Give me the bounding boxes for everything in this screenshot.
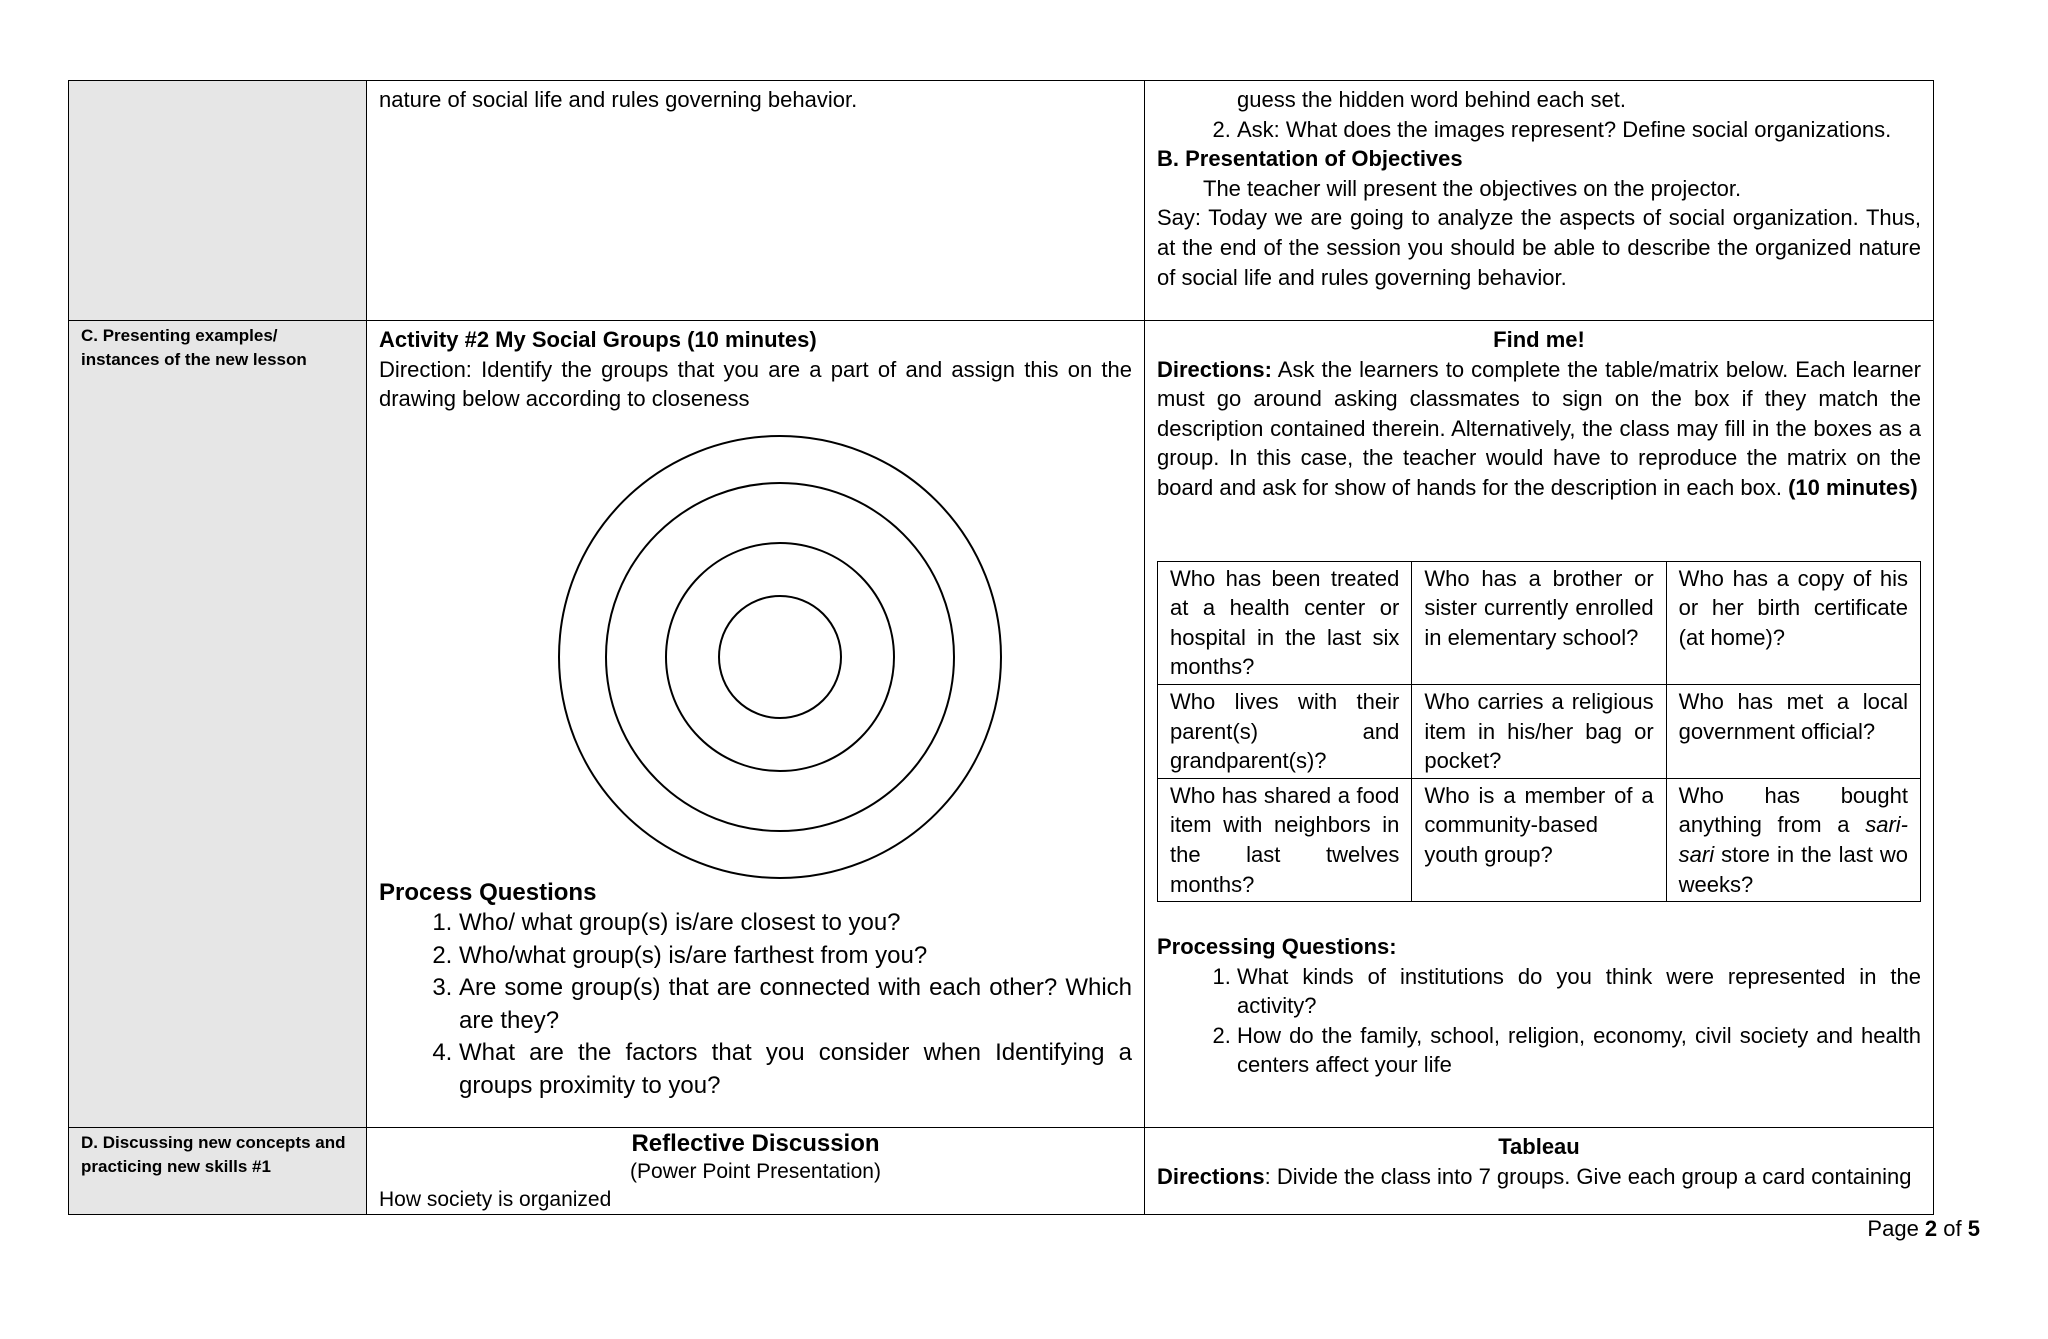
motivation-list: [1157, 115, 1921, 145]
processing-question: 2. How do the family, school, religion, economy, civil society and health centers affect your life: [1237, 1021, 1921, 1080]
motivation-item: 2. Ask: What does the images represent? Define social organizations.: [1237, 115, 1921, 145]
circle-ring-2: [666, 543, 894, 771]
process-questions-list: [379, 907, 1132, 1102]
row1-mid-text: nature of social life and rules governing behavior.: [379, 87, 858, 112]
lesson-plan-table: [68, 80, 1934, 1215]
tableau-title: Tableau: [1498, 1134, 1580, 1159]
circle-ring-4: [559, 436, 1001, 878]
matrix-cell: Who carries a religious item in his/her bag or pocket?: [1412, 684, 1666, 778]
tableau-directions: [1157, 1162, 1921, 1192]
item1-continuation: guess the hidden word behind each set.: [1237, 87, 1626, 112]
directions-time: (10 minutes): [1788, 474, 1918, 500]
process-question: 4. What are the factors that you consider when Identifying a groups proximity to you?: [459, 1037, 1132, 1102]
row-discussing-concepts: [69, 1128, 1934, 1215]
row1-right-cell: [1145, 81, 1934, 321]
matrix-cell: Who has been treated at a health center or hospital in the last six months?: [1158, 561, 1412, 684]
section-b-say: Say: Today we are going to analyze the aspects of social organization. Thus, at the end of the session you should be able to describe the organized nature of social life and rules governing behavior.: [1157, 205, 1921, 290]
processing-questions-title: Processing Questions:: [1157, 934, 1397, 960]
matrix-cell-text: Who has bought anything from a: [1678, 782, 1908, 838]
page-current: 2: [1924, 1216, 1938, 1241]
matrix-cell: Who has met a local government official?: [1666, 684, 1920, 778]
activity-title: Activity #2 My Social Groups (10 minutes): [379, 327, 817, 352]
page-of: of: [1937, 1216, 1968, 1241]
matrix-row: [1158, 561, 1921, 684]
row3-label: D. Discussing new concepts and practicing new skills #1: [81, 1133, 346, 1176]
matrix-cell-tail: store in the last wo weeks?: [1678, 841, 1908, 897]
find-me-title: Find me!: [1493, 327, 1585, 352]
row1-mid-cell: [367, 81, 1145, 321]
concentric-circles-diagram: [557, 434, 1003, 880]
processing-questions-list: [1157, 962, 1921, 1080]
section-b-heading: B. Presentation of Objectives: [1157, 146, 1463, 172]
matrix-cell: Who has a copy of his or her birth certificate (at home)?: [1666, 561, 1920, 684]
matrix-row: [1158, 778, 1921, 901]
row3-label-cell: [69, 1128, 367, 1215]
directions-paragraph: [1157, 355, 1921, 503]
page-word: Page: [1867, 1216, 1925, 1241]
tableau-directions-text: : Divide the class into 7 groups. Give each group a card containing: [1264, 1163, 1912, 1189]
row2-label-cell: [69, 321, 367, 1128]
tableau-directions-label: Directions: [1157, 1163, 1265, 1189]
matrix-cell: Who has a brother or sister currently enrolled in elementary school?: [1412, 561, 1666, 684]
processing-question: 1. What kinds of institutions do you think were represented in the activity?: [1237, 962, 1921, 1021]
matrix-cell: Who has shared a food item with neighbors in the last twelves months?: [1158, 778, 1412, 901]
matrix-cell: Who lives with their parent(s) and grandparent(s)?: [1158, 684, 1412, 778]
process-question: 3. Are some group(s) that are connected with each other? Which are they?: [459, 972, 1132, 1037]
row2-label: C. Presenting examples/ instances of the new lesson: [81, 326, 307, 369]
row-presenting-examples: [69, 321, 1934, 1128]
matrix-cell-sari-sari: [1666, 778, 1920, 901]
row3-mid-cell: [367, 1128, 1145, 1215]
row-objectives: [69, 81, 1934, 321]
reflective-discussion-title: Reflective Discussion: [631, 1130, 880, 1157]
directions-text: Ask the learners to complete the table/matrix below. Each learner must go around asking classmates to sign on the box if they match the description contained therein. Alternatively, the class may fill in the boxes as a group. In this case, the teacher would have to reproduce the matrix on the board and ask for show of hands for the description in each box.: [1157, 356, 1921, 500]
process-question: 2. Who/what group(s) is/are farthest from you?: [459, 940, 1132, 973]
row2-right-cell: [1145, 321, 1934, 1128]
process-questions-title: Process Questions: [379, 878, 597, 906]
matrix-row: [1158, 684, 1921, 778]
matrix-cell: Who is a member of a community-based youth group?: [1412, 778, 1666, 901]
reflective-discussion-sub: (Power Point Presentation): [630, 1160, 881, 1183]
page-number: [1867, 1216, 1980, 1242]
section-b-line: The teacher will present the objectives on the projector.: [1203, 175, 1742, 201]
page-total: 5: [1967, 1216, 1980, 1241]
process-question: 1. Who/ what group(s) is/are closest to you?: [459, 907, 1132, 940]
directions-label: Directions:: [1157, 356, 1272, 382]
matrix-cell-italic: sari-sari: [1678, 812, 1908, 867]
find-me-matrix: [1157, 561, 1921, 903]
reflective-discussion-line: How society is organized: [379, 1188, 612, 1211]
row2-mid-cell: [367, 321, 1145, 1128]
row1-label-cell: [69, 81, 367, 321]
circle-ring-3: [606, 483, 954, 831]
circle-ring-1: [719, 596, 841, 718]
row3-right-cell: [1145, 1128, 1934, 1215]
activity-direction: Direction: Identify the groups that you are a part of and assign this on the drawing below according to closeness: [379, 356, 1132, 412]
